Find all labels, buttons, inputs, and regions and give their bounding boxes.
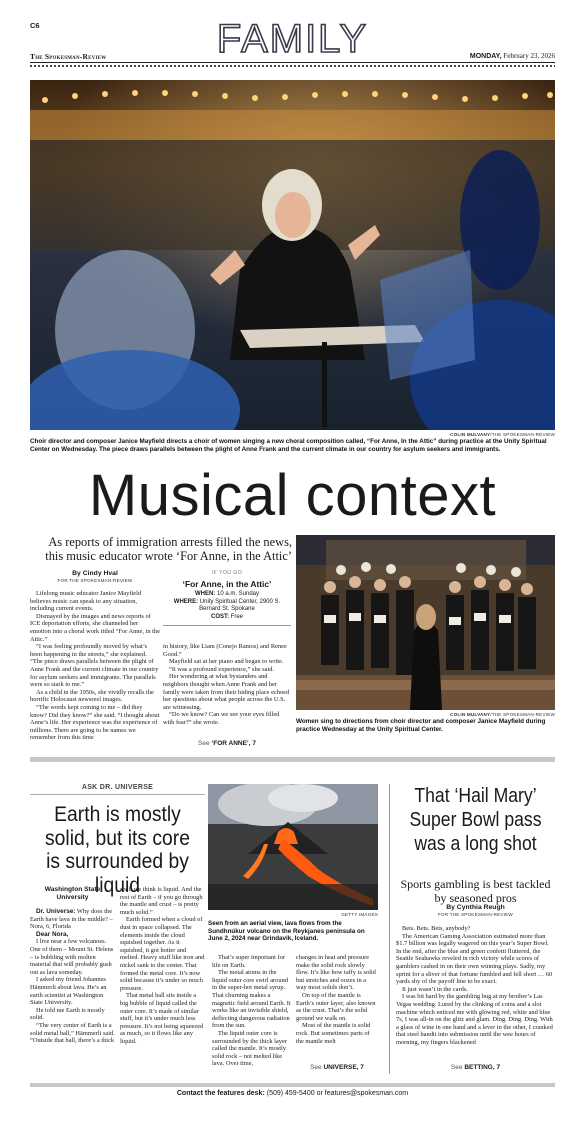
- sports-byline-org: FOR THE SPOKESMAN-REVIEW: [438, 912, 513, 917]
- science-jump-prefix: See: [310, 1064, 322, 1071]
- lead-column-2: [163, 643, 291, 727]
- footer-label: Contact the features desk:: [176, 1090, 265, 1097]
- info-rule: [163, 625, 291, 626]
- choir-photo-credit: [450, 712, 555, 717]
- lead-paragraph: in history, like Liam (Conejo Ramos) and Renee Good.”: [163, 643, 287, 658]
- header-day: MONDAY,: [469, 53, 502, 60]
- science-column-2: [120, 886, 205, 1045]
- science-paragraph: Most of the mantle is solid rock. But sometimes parts of the mantle melt: [296, 1022, 371, 1045]
- science-column-1: [30, 908, 115, 1045]
- top-photo-credit-name: COLIN MULVANY: [450, 432, 491, 437]
- science-paragraph: The metal atoms in the liquid outer core swirl around in the super-hot metal syrup. That churning makes a magnetic field around Earth. It works like an invisible shield, deflecting dangerous radiation from the sun.: [212, 969, 291, 1030]
- footer-contact: [30, 1090, 555, 1097]
- header-rule-dashes: [30, 65, 555, 68]
- science-paragraph: That metal ball sits inside a big bubble of liquid called the outer core. It’s made of similar stuff, but it’s under much less pressure. It’s not being squeezed as much, so it flows like any liquid.: [120, 992, 204, 1045]
- info-when-value: 10 a.m. Sunday: [216, 591, 260, 597]
- sports-jump-target[interactable]: BETTING, 7: [464, 1064, 501, 1071]
- page-number: C6: [30, 21, 40, 30]
- info-cost-label: COST:: [210, 613, 229, 620]
- top-photo-credit-org: /THE SPOKESMAN-REVIEW: [490, 432, 555, 437]
- lead-paragraph: “Do we know? Can we see your eyes filled with fear?” she wrote.: [163, 711, 280, 726]
- lead-byline-org: FOR THE SPOKESMAN-REVIEW: [57, 578, 133, 583]
- sports-byline: By Cynthia Reugh: [446, 904, 505, 911]
- lead-paragraph: As a child in the 1950s, she vividly recalls the horrific Holocaust newsreel images.: [30, 688, 154, 704]
- header-rule: [30, 62, 555, 63]
- choir-photo: [296, 535, 555, 710]
- science-kicker-rule: [30, 794, 205, 795]
- science-kicker: ASK DR. UNIVERSE: [81, 784, 154, 791]
- sports-paragraph: Bets. Bets. Bets, anybody?: [402, 925, 471, 932]
- lava-photo: [208, 784, 378, 910]
- lead-paragraph: “The words kept coming to me – did they know? Did they know?” she said. “I thought about Anne’s life. Her experience was the experience of millions. There are going to be names we remember from this time: [30, 703, 160, 742]
- choir-photo-credit-org: /THE SPOKESMAN-REVIEW: [490, 712, 555, 717]
- lead-paragraph: Mayfield sat at her piano and began to write.: [169, 658, 284, 666]
- lead-deck: As reports of immigration arrests filled the news, this music educator wrote ‘For Anne, in the Attic’: [45, 535, 292, 563]
- science-paragraph: On top of the mantle is Earth’s outer layer, also known as the crust. That’s the solid ground we walk on.: [296, 991, 376, 1022]
- choir-photo-credit-name: COLIN MULVANY: [450, 712, 491, 717]
- info-when: [163, 591, 291, 599]
- science-paragraph: He told me Earth is mostly solid.: [30, 1006, 105, 1022]
- sports-jump-prefix: See: [450, 1064, 463, 1071]
- header-date: [470, 52, 555, 60]
- science-paragraph: That’s super important for life on Earth.: [212, 954, 285, 969]
- science-paragraph: Earth formed when a cloud of dust in space collapsed. The elements inside the cloud squished together. As it squished, it got hotter and melted. Heavy stuff like iron and nickel sank to the center. That formed the metal core. It’s now solid because it’s under so much pressure.: [120, 916, 205, 992]
- section-divider: [30, 757, 555, 762]
- lead-paragraph: Dismayed by the images and news reports of ICE deportation efforts, she channeled her emotion into a choral work titled “For Anne, in the Attic.”: [30, 612, 160, 643]
- footer-or: or: [316, 1090, 323, 1097]
- science-headline: Earth is mostly solid, but its core is surrounded by liquid: [45, 803, 190, 897]
- sports-paragraph: I was bit hard by the gambling bug at my brother’s Las Vegas wedding. Lured by the clinking of coins and a slot machine which enticed me with glowing red, white and blue 7s, I was all-in on the glitz and glam. Ding. Ding. Ding. With a glass of wine in one hand and a lever in the other, I cranked that steel bandit into submission until the wee hours of morning, my fingers blackened: [396, 993, 553, 1046]
- lead-jump-target[interactable]: ‘FOR ANNE’, 7: [211, 740, 256, 747]
- science-jump-target[interactable]: UNIVERSE, 7: [323, 1064, 364, 1071]
- lead-headline: Musical context: [88, 463, 497, 528]
- sports-jump[interactable]: [396, 1064, 555, 1071]
- choir-director-illustration: [30, 80, 555, 430]
- science-column-4: [296, 954, 378, 1045]
- footer-bar: [30, 1083, 555, 1087]
- if-you-go-box: [163, 570, 291, 626]
- science-intro-label: Dr. Universe:: [36, 908, 76, 915]
- lead-column-1: [30, 590, 160, 742]
- footer-phone[interactable]: (509) 459-5400: [266, 1090, 315, 1097]
- science-author-org: Washington State University: [44, 886, 101, 901]
- science-intro: [30, 908, 115, 931]
- lead-paragraph: “I was feeling profoundly moved by what’s been happening in the streets,” she explained. “The piece draws parallels between the plight of Anne Frank and the current climate in our country for asylum seekers and immigrants. The parallels were so stark to me.”: [30, 643, 159, 689]
- science-intro-text: Why does the Earth have lava in the middle? – Nora, 6, Florida: [30, 908, 113, 931]
- info-where-value: Unity Spiritual Center, 2900 S. Bernard St. Spokane: [199, 598, 281, 613]
- top-photo-caption: Choir director and composer Janice Mayfield directs a choir of women singing a new choral composition called, “For Anne, In the Attic” during practice at the Unity Spiritual Center on Wednesday. The piece draws parallels between the plight of Anne Frank and the current climate in our country for asylum seekers and immigrants.: [30, 438, 547, 453]
- top-photo-credit: [450, 432, 555, 437]
- lava-photo-credit: GETTY IMAGES: [341, 912, 378, 917]
- lava-photo-caption: Seen from an aerial view, lava flows from the Sundhnúkur volcano on the Reykjanes peninsula on June 2, 2024 near Grindavik, Iceland.: [208, 920, 365, 943]
- science-paragraph: I asked my friend Johannes Hämmerli about lava. He’s an earth scientist at Washington State University.: [30, 976, 107, 1007]
- header-date-text: February 23, 2026: [503, 52, 555, 60]
- column-divider: [389, 784, 390, 1074]
- sports-paragraph: The American Gaming Association estimated more than $1.7 billion was legally wagered on this year’s Super Bowl. In the end, after the blue and green confetti fluttered, the Seattle Seahawks reveled in rich victory while scores of gamblers cashed in on their own winning plays. Sadly, my sprint for a sliver of that fortune fumbled and fell short … 60 yards shy of the payoff line to be exact.: [396, 932, 553, 986]
- info-title: ‘For Anne, in the Attic’: [182, 579, 272, 589]
- paper-name: The Spokesman-Review: [30, 52, 107, 61]
- science-paragraph: I live near a few volcanoes. One of them – Mount St. Helens – is bubbling with molten material that will probably gush out as lava someday.: [30, 938, 114, 976]
- lead-jump[interactable]: [163, 740, 291, 747]
- science-paragraph: The liquid outer core is surrounded by the thick layer called the mantle. It’s mostly solid rock – not melted like lava. Over time,: [212, 1029, 287, 1068]
- footer-email[interactable]: features@spokesman.com: [324, 1090, 409, 1097]
- sports-paragraph: It just wasn’t in the cards.: [402, 985, 468, 993]
- choir-illustration: [296, 535, 555, 710]
- sports-column: [396, 925, 555, 1047]
- info-kicker: IF YOU GO: [211, 570, 243, 576]
- lead-paragraph: Lifelong music educator Janice Mayfield believes music can speak to any situation, including current events.: [30, 590, 142, 613]
- science-paragraph: “The very center of Earth is a solid metal ball,” Hämmerli said. “Outside that ball, there’s a thick: [30, 1021, 115, 1045]
- science-salutation: Dear Nora,: [36, 930, 69, 938]
- sports-deck: Sports gambling is best tackled by seasoned pros: [400, 877, 551, 905]
- lava-illustration: [208, 784, 378, 910]
- lead-byline: By Cindy Hval: [72, 570, 118, 577]
- lead-jump-prefix: See: [198, 740, 210, 747]
- sports-headline: That ‘Hail Mary’ Super Bowl pass was a long shot: [409, 785, 542, 855]
- section-title: FAMILY: [216, 17, 369, 61]
- science-column-3: [212, 954, 292, 1068]
- lead-paragraph: “It was a profound experience,” she said.: [169, 665, 275, 673]
- info-cost-value: Free: [230, 613, 243, 620]
- info-where: [163, 599, 291, 614]
- info-cost: [163, 614, 291, 622]
- lead-paragraph: Her wondering at what bystanders and neighbors thought when Anne Frank and her family were taken from their hiding place echoed her questions about what people across the U.S. are witnessing.: [163, 673, 290, 711]
- science-paragraph: shell we think is liquid. And the rest of Earth – if you go through the mantle and crust – is pretty much solid.”: [120, 886, 203, 916]
- choir-photo-caption: Women sing to directions from choir director and composer Janice Mayfield during practice Wednesday at the Unity Spiritual Center.: [296, 718, 546, 733]
- choir-director-photo: [30, 80, 555, 430]
- science-jump[interactable]: [296, 1064, 378, 1071]
- info-when-label: WHEN:: [194, 591, 216, 597]
- science-paragraph: changes in heat and pressure make the solid rock slowly flow. It’s like how taffy is solid but stretches and oozes in a way most solids don’t.: [296, 954, 376, 992]
- info-where-label: WHERE:: [173, 598, 199, 605]
